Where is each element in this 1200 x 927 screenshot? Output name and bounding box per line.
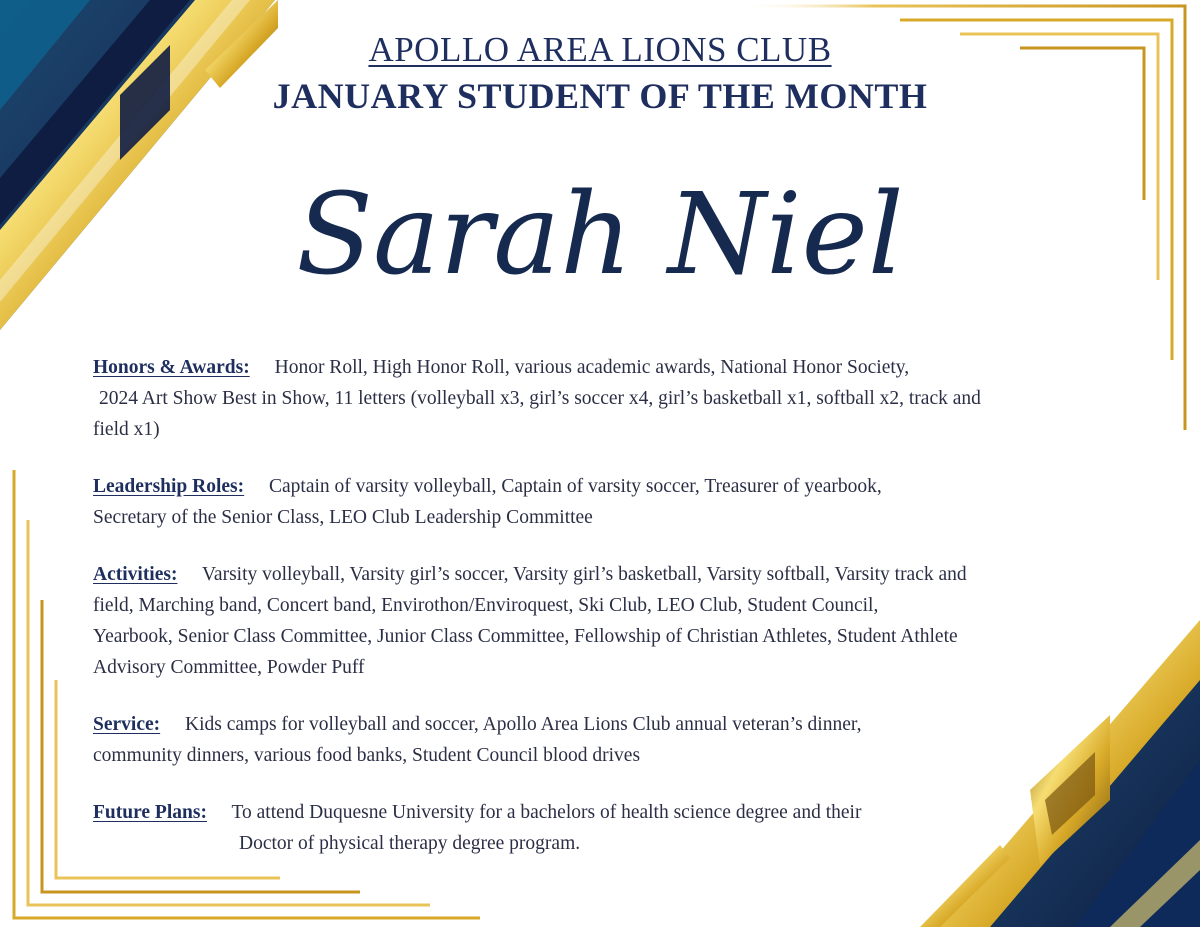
section-honors — [93, 352, 1113, 445]
leadership-line: Captain of varsity volleyball, Captain of varsity soccer, Treasurer of yearbook, — [269, 476, 882, 497]
honors-line: Honor Roll, High Honor Roll, various academic awards, National Honor Society, — [274, 357, 910, 378]
honors-label: Honors & Awards: — [93, 357, 250, 378]
section-activities — [93, 559, 1113, 683]
future-label: Future Plans: — [93, 802, 207, 823]
section-future — [93, 797, 1113, 859]
student-name: Sarah Niel — [296, 170, 904, 300]
details — [93, 352, 1113, 885]
future-line: Doctor of physical therapy degree program. — [239, 833, 581, 854]
activities-label: Activities: — [93, 564, 178, 585]
service-line: Kids camps for volleyball and soccer, Apollo Area Lions Club annual veteran’s dinner, — [185, 714, 862, 735]
leadership-line: Secretary of the Senior Class, LEO Club Leadership Committee — [93, 507, 593, 528]
activities-line: Yearbook, Senior Class Committee, Junior Class Committee, Fellowship of Christian Athletes, Student Athlete — [93, 626, 958, 647]
section-leadership — [93, 471, 1113, 533]
section-service — [93, 709, 1113, 771]
honors-line: 2024 Art Show Best in Show, 11 letters (volleyball x3, girl’s soccer x4, girl’s basketball x1, softball x2, track and — [99, 388, 981, 409]
award-title: JANUARY STUDENT OF THE MONTH — [272, 76, 928, 116]
service-line: community dinners, various food banks, Student Council blood drives — [93, 745, 641, 766]
service-label: Service: — [93, 714, 161, 735]
activities-line: Advisory Committee, Powder Puff — [93, 657, 365, 678]
activities-line: field, Marching band, Concert band, Envirothon/Enviroquest, Ski Club, LEO Club, Student Council, — [93, 595, 879, 616]
activities-line: Varsity volleyball, Varsity girl’s soccer, Varsity girl’s basketball, Varsity softball, Varsity track and — [202, 564, 967, 585]
club-name: APOLLO AREA LIONS CLUB — [368, 30, 832, 69]
honors-line: field x1) — [93, 419, 160, 440]
future-line: To attend Duquesne University for a bachelors of health science degree and their — [231, 802, 862, 823]
leadership-label: Leadership Roles: — [93, 476, 245, 497]
